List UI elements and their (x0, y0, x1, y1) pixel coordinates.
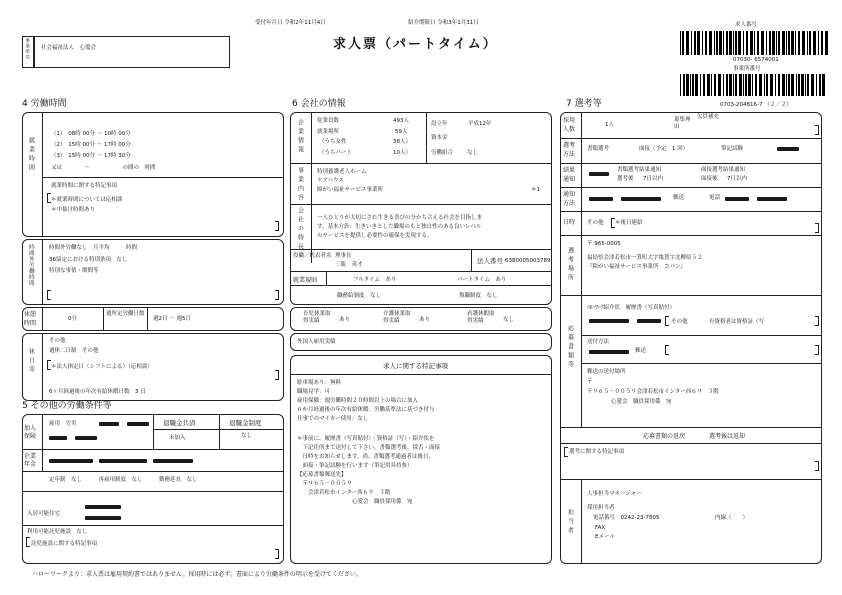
company-info-box (290, 112, 552, 305)
founded-label: 設立年 (431, 121, 448, 127)
feature-3: のサービスを提供し必要性の確保を実現する。 (317, 233, 433, 239)
capital-label: 資本金 (431, 135, 448, 141)
contact-5: FAX (595, 525, 606, 531)
holiday-1: その他 (49, 338, 66, 344)
rep-title: 理事長 (335, 253, 352, 259)
feature-label: 会社の特長 (296, 207, 304, 252)
job-special-8: 日時をお知らせします。尚、書類選考通過者は後日、 (297, 454, 434, 460)
foreign-employment-box (290, 333, 552, 351)
job-special-3: 雇用保険：週労働時間２０時間以上の場合に加入 (297, 398, 419, 404)
childcare-special: 託児施設に関する特記事項 (31, 541, 98, 547)
hire-label-2: 人数 (563, 126, 576, 133)
break-label: 休憩 (24, 311, 37, 318)
business-1: 特別養護老人ホーム (317, 169, 367, 175)
work-hours-box (22, 112, 284, 237)
mail-address-2: 心愛会 職員採用係 宛 (611, 399, 672, 405)
overtime-label: 時間外労働時間 (27, 244, 34, 286)
business-2: ケアハウス (317, 178, 344, 184)
place-zip: 〒 965-0005 (587, 241, 621, 247)
rep-label: 役職／代表者名 (293, 253, 332, 259)
job-number: 07030- 6574001 (733, 57, 779, 63)
result-interview-days: 7日以内 (727, 176, 747, 182)
holiday-3: ＊法人指定日（シフトによる）（応相談） (51, 364, 153, 370)
overtime-1: 時間外労働なし 月平均 時間 (49, 245, 138, 251)
site-employees-label: 就業場所 (317, 129, 340, 135)
contact-6: Eメール (595, 534, 615, 540)
holiday-label: 休日等 (27, 348, 35, 375)
footer-note: ハローワークより：求人票は雇用契約書ではありません。採用時には必ず、書面により労働条件の明示を受けてください。 (32, 571, 362, 578)
place-label: 選考場所 (566, 247, 574, 283)
union-label: 労働組合 (431, 150, 454, 156)
feature-2: す。基本方針：生きいきとした職場のもと独自性のある良いレベル (317, 224, 482, 230)
method-3: 筆記試験 (721, 146, 744, 152)
shift-2: （2） 15時 00分 ～ 17時 00分 (51, 142, 131, 148)
foreign-employment: 外国人雇用実績 (297, 339, 336, 345)
docs-label: 応募書類等 (566, 325, 574, 370)
site-employees-total: 59人 (395, 129, 408, 135)
retire-system-label: 退職金制度 (229, 419, 262, 427)
part-count: 10人） (393, 150, 411, 156)
hours-special-2: ＊中抜け時間あり (51, 207, 96, 213)
result-label-2: 通知 (563, 176, 576, 183)
overtime-2: 36協定における特別条項 なし (49, 257, 128, 263)
employees-total: 493人 (393, 118, 409, 124)
insurance-label-2: 保険 (24, 433, 37, 440)
referral-deadline: 紹介期限日 令和3年1月31日 (408, 20, 479, 26)
place-address: 福島県会津若松市一箕町大字亀賀字北柳原５２ (587, 255, 703, 261)
method-label: 選考 (563, 142, 576, 149)
reason-label: 募集理由 (674, 117, 691, 130)
rules-fulltime: フルタイム あり (353, 277, 397, 283)
result-select-days: 7日以内 (643, 176, 663, 182)
notify-label-2: 方法 (563, 200, 576, 207)
contact-label: 担当者 (566, 509, 574, 536)
overtime-box (22, 239, 284, 305)
mail-label: 郵送の送付場所 (587, 369, 626, 375)
company-label: 事業所名 (24, 38, 30, 60)
overtime-3: 特別な事情・期間等 (49, 268, 99, 274)
part-label: （うちパート (319, 150, 353, 156)
job-number-barcode (680, 31, 830, 55)
business-3: 障がい福祉サービス事業所 (317, 187, 384, 193)
return-system: 復職制度 なし (459, 293, 498, 299)
page-title: 求人票（パートタイム） (333, 37, 498, 52)
date-label: 日時 (563, 219, 576, 226)
hours-special-title: 就業時間に関する特記事項 (51, 183, 118, 189)
reason-value: 欠員補充 (697, 114, 720, 120)
shift-3: （3） 15時 00分 ～ 17時 30分 (51, 153, 131, 159)
company-name: 社会福祉法人 心愛会 (41, 45, 97, 51)
pension-label: 企業 (24, 453, 37, 460)
rep-name: 三瓶 英才 (335, 262, 363, 268)
weekly-days-label: 週所定労働日数 (106, 311, 145, 317)
result-label: 結果 (563, 167, 576, 174)
hire-count: 1人 (605, 122, 614, 128)
corp-no-label: 法人番号 (477, 257, 503, 265)
job-special-10: 【応募書類郵送先】 (297, 472, 347, 478)
childcare-leave-label: 育児休業取得実績 (303, 311, 331, 324)
mail-address: 〒９６５－００５９会津若松市インター西６９ ３階 (587, 389, 719, 395)
nursing-leave-label: 介護休業取得実績 (383, 311, 411, 324)
docs-2: その他 (671, 319, 688, 325)
method-2: 面接（予定 1 回） (639, 146, 689, 152)
section-7-title: 7 選考等 (566, 99, 602, 109)
insurance-value: 雇用 労災 (49, 421, 77, 427)
pay-system: 職務給制度 なし (337, 293, 382, 299)
job-special-1: 駐車場あり：無料 (297, 380, 342, 386)
job-special-4: ６か月経過後の年次有給休暇：労働基準法に基づき付与 (297, 407, 435, 413)
date-value: その他 (587, 220, 604, 226)
company-info-label: 企業情報 (296, 119, 304, 155)
notify-tel: 電話 (709, 195, 721, 201)
women-count: 38人） (393, 139, 411, 145)
receipt-date: 受付年月日 令和2年11月4日 (255, 20, 326, 26)
pension-label-2: 年金 (24, 461, 37, 468)
job-special-12: 会津若松市インター西６９ ３階 (297, 490, 391, 496)
insurance-label: 加入 (24, 425, 37, 432)
company-label-box (22, 36, 34, 68)
shift-1: （1） 08時 00分 ～ 10時 00分 (51, 131, 131, 137)
docs-1: ﾊﾛｰﾜｰｸ紹介状 履歴書（写真貼付） (587, 305, 676, 311)
hire-label: 採用 (563, 117, 576, 124)
docs-3: 有資格者は資格証（写 (709, 319, 765, 325)
retire-mutual-label: 退職金共済 (163, 419, 196, 427)
section-4-title: 4 労働時間 (22, 99, 67, 109)
break-label-2: 時間 (24, 320, 37, 327)
notify-post: 郵送 (673, 195, 685, 201)
retire-mutual-value: 未加入 (169, 435, 186, 441)
break-box (22, 307, 284, 331)
method-label-2: 方法 (563, 151, 576, 158)
job-number-label: 求人番号 (735, 22, 758, 28)
docs-return: 応募書類の返戻 選考後は返却 (643, 433, 746, 440)
company-name-box (34, 36, 230, 68)
leave-record-box (290, 307, 552, 331)
send-value: 郵送 (635, 348, 647, 354)
job-special-11: 〒９６５－００５９ (297, 481, 353, 487)
contact-1: 人事担当マネージャー (587, 491, 642, 497)
mail-zip: 〒 (587, 379, 593, 385)
send-label: 送付方法 (587, 339, 610, 345)
method-1: 書類選考 (587, 146, 610, 152)
retire-system-value: なし (241, 433, 253, 439)
weekly-days-value: 週2日 ～ 週5日 (153, 316, 191, 322)
hours-special-1: ＊就業時間については応相談 (51, 197, 123, 203)
childcare-leave-value: あり (339, 317, 351, 323)
sick-leave-label: 看護休暇取得実績 (467, 311, 495, 324)
result-interview: 面接選考結果通知 (701, 167, 746, 173)
job-special-title: 求人に関する特記事項 (383, 362, 448, 370)
feature-1: 一人ひとりが大切にされ生きる喜びの分かち合える社会を目指しま (317, 215, 483, 221)
women-label: （うち女性 (319, 139, 347, 145)
nursing-leave-value: あり (419, 317, 431, 323)
dorm-label: 入居可能住宅 (27, 511, 61, 517)
union-value: なし (467, 150, 479, 156)
business-mark: ＊1 (531, 187, 540, 193)
result-after-select: 選考後 (617, 176, 634, 182)
sick-leave-value: なし (503, 317, 515, 323)
work-hours-label: 就業時間 (27, 137, 35, 173)
place-address-2: 『障がい福祉サービス事業所 コパン』 (587, 264, 687, 270)
other-conditions-box (22, 414, 284, 564)
date-note: ＊後日連絡 (615, 220, 643, 226)
job-special-13: 心愛会 職員採用係 宛 (297, 499, 413, 505)
job-special-7: 下記住所まで送付して下さい。書類選考後、採否・面接 (297, 445, 441, 451)
business-label: 事業内容 (296, 167, 304, 203)
retirement-age: 定年制 なし 再雇用制度 なし 勤務延長 なし (49, 477, 198, 483)
rules-label: 就業規則 (293, 277, 318, 284)
job-special-box (290, 355, 552, 564)
contact-3: 電話番号 0242-23-7805 (593, 515, 660, 521)
job-special-5: 仕事でのマイカー使用：なし (297, 416, 369, 422)
alt-hours: 又は ～ の間の 時間 (51, 165, 156, 171)
paid-leave: 6ヶ月経過後の年次有給休暇日数 3 日 (49, 389, 146, 395)
job-special-9: 面接・筆記試験を行います（筆記用具持参） (297, 463, 413, 469)
section-6-title: 6 会社の情報 (292, 99, 346, 109)
founded-value: 平成12年 (468, 121, 492, 127)
office-number-barcode (680, 74, 830, 96)
job-special-2: 職場見学：可 (297, 389, 331, 395)
office-number-label: 事業所番号 (733, 66, 761, 72)
selection-box (560, 112, 822, 564)
result-doc: 書類選考結果通知 (617, 167, 662, 173)
office-number: 0703-204816-7 （２／２） (720, 102, 792, 108)
notify-label: 通知 (563, 191, 576, 198)
rules-parttime: パートタイム あり (457, 277, 507, 283)
section-5-title: 5 その他の労働条件等 (22, 401, 112, 411)
employees-label: 従業員数 (317, 118, 340, 124)
holiday-box (22, 333, 284, 401)
break-value: 0分 (68, 316, 77, 322)
contact-4: 内線（ ） (715, 515, 749, 521)
childcare: 利用可能託児施設 なし (27, 529, 88, 535)
job-special-6: ＊事前に、履歴書（写真貼付）・資格証（写）・紹介状を (297, 436, 435, 442)
corp-no: 6380005003789 (505, 258, 551, 264)
result-after-interview: 面接後 (701, 176, 718, 182)
holiday-2: 週休二日制 その他 (49, 348, 99, 354)
contact-2: 採用担当者 (587, 505, 615, 511)
selection-special: 選考に関する特記事項 (569, 449, 625, 455)
